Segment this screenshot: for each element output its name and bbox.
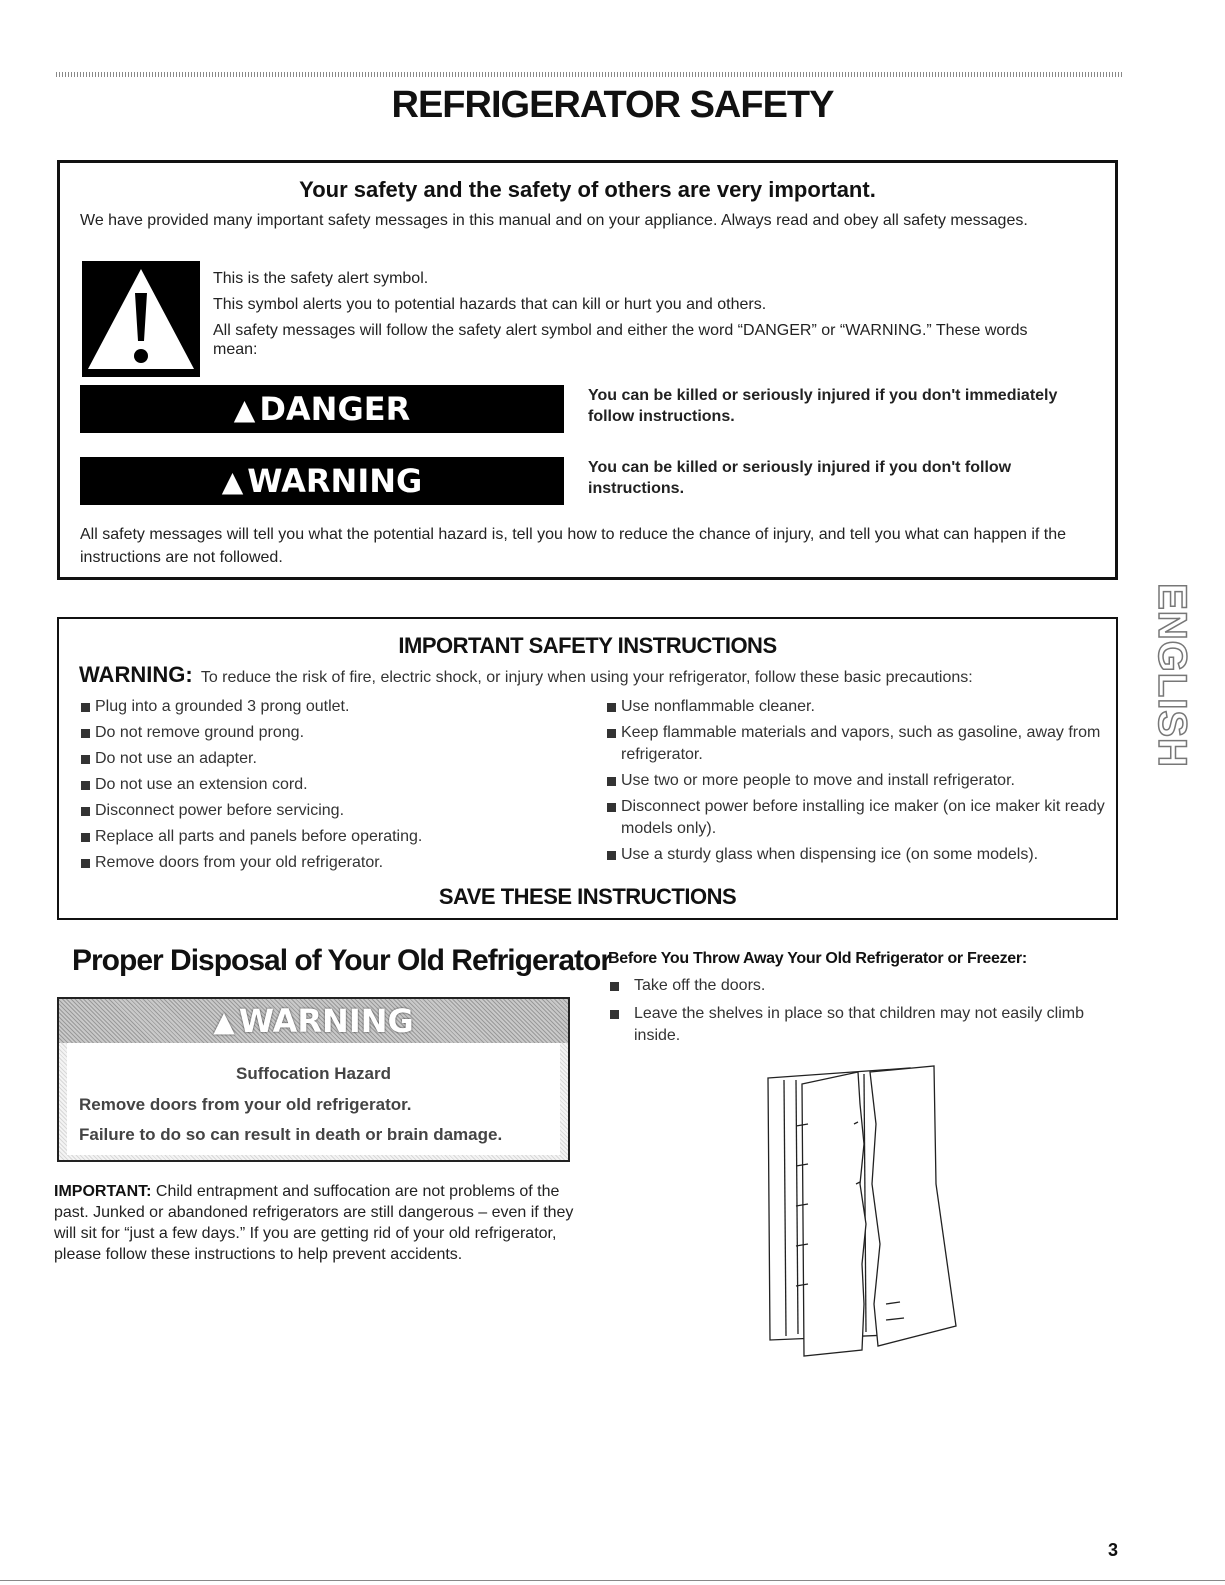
list-item: Leave the shelves in place so that children may not easily climb inside. — [610, 1003, 1110, 1047]
safety-intro-text: We have provided many important safety messages in this manual and on your appliance. Always read and obey all safety messages. — [80, 212, 1028, 229]
top-rule — [56, 72, 1124, 77]
bottom-rule — [0, 1580, 1225, 1581]
danger-label: DANGER — [259, 390, 411, 428]
warning-signal-bar — [80, 457, 564, 505]
warning-signal-bar — [59, 999, 568, 1043]
alert-line: This symbol alerts you to potential hazards that can kill or hurt you and others. — [213, 296, 767, 313]
page-title: REFRIGERATOR SAFETY — [391, 84, 834, 126]
list-item: Plug into a grounded 3 prong outlet. — [79, 696, 559, 718]
important-safety-instructions-box — [57, 617, 1118, 920]
important-text: Child entrapment and suffocation are not problems of the past. Junked or abandoned refrigerators are still dangerous – even if they will sit for “just a few days.” If you are getting rid of your old refrigerator, please follow these instructions to help prevent accidents. — [54, 1183, 574, 1263]
warning-text: You can be killed or seriously injured if you don't follow instructions. — [588, 459, 1012, 497]
list-item: Do not use an adapter. — [79, 748, 559, 770]
list-item: Disconnect power before servicing. — [79, 800, 559, 822]
list-item: Do not remove ground prong. — [79, 722, 559, 744]
list-item: Use nonflammable cleaner. — [605, 696, 1115, 718]
danger-signal-bar — [80, 385, 564, 433]
precautions-left-list — [79, 696, 559, 878]
list-item: Replace all parts and panels before operating. — [79, 826, 559, 848]
warning-lead: WARNING: — [79, 662, 193, 687]
before-list — [610, 975, 1110, 1053]
list-item: Do not use an extension cord. — [79, 774, 559, 796]
important-paragraph — [54, 1181, 574, 1265]
alert-symbol-explanation — [213, 269, 1073, 366]
list-item: Remove doors from your old refrigerator. — [79, 852, 559, 874]
save-instructions-heading: SAVE THESE INSTRUCTIONS — [438, 884, 737, 909]
safety-intro-box — [57, 160, 1118, 580]
important-lead: IMPORTANT: — [54, 1183, 152, 1200]
warning-label: WARNING — [247, 462, 423, 500]
language-side-tab — [1150, 568, 1192, 782]
list-item: Use a sturdy glass when dispensing ice (on some models). — [605, 844, 1115, 866]
instructions-heading: IMPORTANT SAFETY INSTRUCTIONS — [398, 633, 777, 658]
warning-message — [67, 1043, 560, 1155]
refrigerator-illustration — [760, 1064, 960, 1360]
list-item: Take off the doors. — [610, 975, 1110, 997]
hazard-name: Suffocation Hazard — [236, 1064, 391, 1083]
safety-alert-icon — [82, 261, 200, 377]
disposal-title: Proper Disposal of Your Old Refrigerator — [72, 944, 611, 977]
safety-closing-text: All safety messages will tell you what the potential hazard is, tell you how to reduce the chance of injury, and tell you what can happen if the instructions are not followed. — [80, 526, 1067, 566]
safety-heading: Your safety and the safety of others are very important. — [299, 177, 876, 202]
alert-line: All safety messages will follow the safety alert symbol and either the word “DANGER” or “WARNING.” These words mean: — [213, 322, 1028, 358]
page-number: 3 — [1108, 1540, 1119, 1560]
alert-triangle-icon: ▲ — [221, 464, 244, 498]
before-title: Before You Throw Away Your Old Refrigerator or Freezer: — [608, 950, 1027, 967]
warning-lead-text: To reduce the risk of fire, electric shock, or injury when using your refrigerator, follow these basic precautions: — [200, 669, 973, 686]
suffocation-warning-box — [57, 997, 570, 1162]
instructions-warning — [79, 662, 1109, 688]
warning-label: WARNING — [238, 1002, 414, 1040]
alert-line: This is the safety alert symbol. — [213, 270, 429, 287]
list-item: Use two or more people to move and install refrigerator. — [605, 770, 1115, 792]
hazard-consequence: Failure to do so can result in death or brain damage. — [79, 1125, 503, 1144]
danger-text: You can be killed or seriously injured if you don't immediately follow instructions. — [588, 387, 1058, 425]
language-label: ENGLISH — [1149, 582, 1194, 768]
hazard-instruction: Remove doors from your old refrigerator. — [79, 1095, 412, 1114]
precautions-right-list — [605, 696, 1115, 870]
alert-triangle-icon: ▲ — [213, 1004, 235, 1038]
alert-triangle-icon: ▲ — [233, 392, 256, 426]
list-item: Keep flammable materials and vapors, such as gasoline, away from refrigerator. — [605, 722, 1115, 766]
list-item: Disconnect power before installing ice maker (on ice maker kit ready models only). — [605, 796, 1115, 840]
